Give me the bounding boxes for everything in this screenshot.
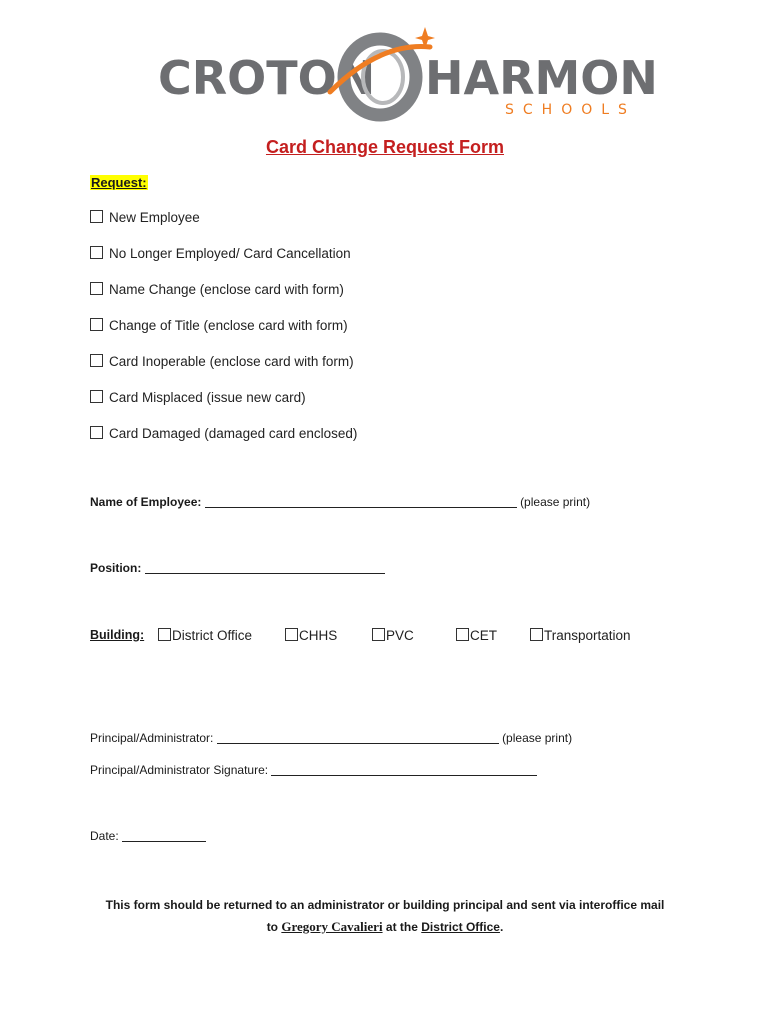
checkbox-icon[interactable] xyxy=(90,318,103,331)
employee-name-label: Name of Employee: xyxy=(90,495,202,509)
building-option-chhs[interactable]: CHHS xyxy=(285,628,337,643)
building-option-district-office[interactable]: District Office xyxy=(158,628,252,643)
checkbox-icon[interactable] xyxy=(90,390,103,403)
logo-word-croton: CROTON xyxy=(158,51,376,105)
principal-label: Principal/Administrator: xyxy=(90,731,214,745)
checkbox-icon[interactable] xyxy=(158,628,171,641)
checkbox-icon[interactable] xyxy=(90,282,103,295)
building-label: Building: xyxy=(90,628,145,642)
checkbox-icon[interactable] xyxy=(90,246,103,259)
date-label: Date: xyxy=(90,829,119,843)
employee-name-hint: (please print) xyxy=(520,495,591,509)
contact-name: Gregory Cavalieri xyxy=(281,919,383,934)
building-option-cet[interactable]: CET xyxy=(456,628,497,643)
footer-note xyxy=(0,895,770,938)
checkbox-icon[interactable] xyxy=(530,628,543,641)
option-card-misplaced[interactable]: Card Misplaced (issue new card) xyxy=(90,390,306,405)
building-option-pvc[interactable]: PVC xyxy=(372,628,414,643)
option-change-of-title[interactable]: Change of Title (enclose card with form) xyxy=(90,318,348,333)
building-option-transportation[interactable]: Transportation xyxy=(530,628,631,643)
checkbox-icon[interactable] xyxy=(90,426,103,439)
principal-field[interactable] xyxy=(217,731,499,744)
logo-subtitle: SCHOOLS xyxy=(505,102,636,118)
option-new-employee[interactable]: New Employee xyxy=(90,210,200,225)
position-row xyxy=(90,561,385,575)
footer-line-1: This form should be returned to an administrator or building principal and sent via interoffice mail xyxy=(105,898,665,912)
district-office-text: District Office xyxy=(421,920,500,934)
signature-row xyxy=(90,763,537,777)
position-label: Position: xyxy=(90,561,142,575)
principal-hint: (please print) xyxy=(502,731,573,745)
date-field[interactable] xyxy=(122,829,206,842)
checkbox-icon[interactable] xyxy=(285,628,298,641)
date-row xyxy=(90,829,206,843)
employee-name-field[interactable] xyxy=(205,495,517,508)
option-no-longer-employed[interactable]: No Longer Employed/ Card Cancellation xyxy=(90,246,351,261)
checkbox-icon[interactable] xyxy=(372,628,385,641)
logo-word-harmon: HARMON xyxy=(425,51,658,105)
signature-field[interactable] xyxy=(271,763,537,776)
school-logo xyxy=(155,22,658,127)
principal-row xyxy=(90,731,572,745)
footer-line-2: to Gregory Cavalieri at the District Office. xyxy=(266,919,504,934)
signature-label: Principal/Administrator Signature: xyxy=(90,763,269,777)
employee-name-row xyxy=(90,495,590,509)
request-label: Request: xyxy=(91,175,147,190)
checkbox-icon[interactable] xyxy=(456,628,469,641)
logo-ring-icon xyxy=(325,22,435,122)
checkbox-icon[interactable] xyxy=(90,354,103,367)
option-name-change[interactable]: Name Change (enclose card with form) xyxy=(90,282,344,297)
checkbox-icon[interactable] xyxy=(90,210,103,223)
position-field[interactable] xyxy=(145,561,385,574)
form-title: Card Change Request Form xyxy=(265,137,505,157)
option-card-inoperable[interactable]: Card Inoperable (enclose card with form) xyxy=(90,354,354,369)
option-card-damaged[interactable]: Card Damaged (damaged card enclosed) xyxy=(90,426,357,441)
